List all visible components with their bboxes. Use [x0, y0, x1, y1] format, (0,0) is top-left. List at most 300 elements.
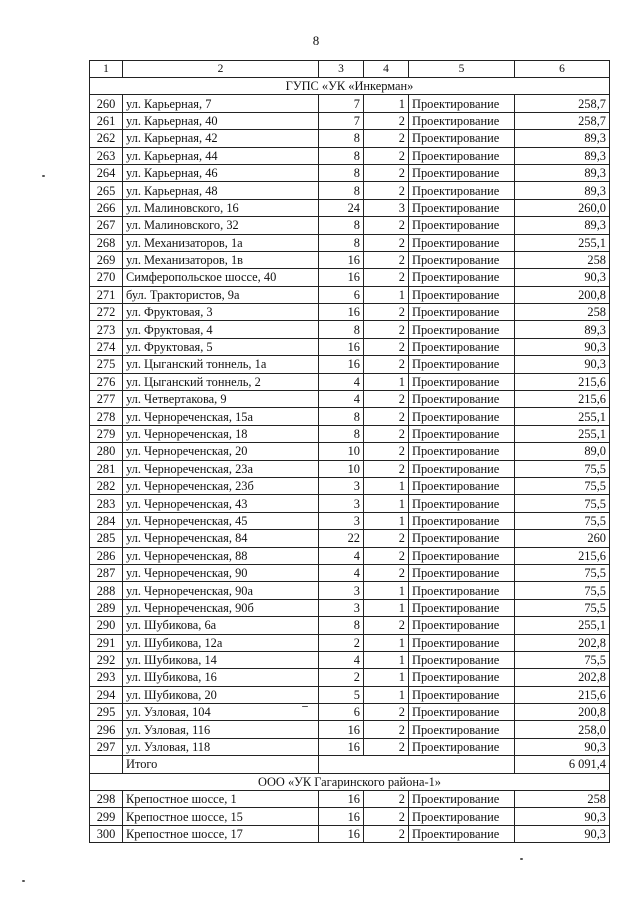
column-3-value-cell: 4 — [319, 651, 364, 668]
column-4-value-cell: 2 — [364, 147, 409, 164]
column-4-value-cell: 2 — [364, 112, 409, 129]
column-3-value-cell: 7 — [319, 95, 364, 112]
work-type-cell: Проектирование — [409, 164, 515, 181]
column-3-value-cell: 16 — [319, 721, 364, 738]
row-number-cell: 273 — [90, 321, 123, 338]
row-number-cell: 269 — [90, 251, 123, 268]
column-header-6: 6 — [515, 61, 610, 78]
amount-cell: 260,0 — [515, 199, 610, 216]
table-row — [90, 564, 610, 581]
column-4-value-cell: 1 — [364, 582, 409, 599]
work-type-cell: Проектирование — [409, 408, 515, 425]
table-row — [90, 217, 610, 234]
amount-cell: 202,8 — [515, 669, 610, 686]
column-4-value-cell: 2 — [364, 304, 409, 321]
address-cell: ул. Чернореченская, 15а — [123, 408, 319, 425]
column-3-value-cell: 6 — [319, 286, 364, 303]
work-type-cell: Проектирование — [409, 582, 515, 599]
column-4-value-cell: 2 — [364, 738, 409, 755]
column-3-value-cell: 16 — [319, 825, 364, 842]
row-number-cell: 277 — [90, 391, 123, 408]
table-row — [90, 617, 610, 634]
work-type-cell: Проектирование — [409, 547, 515, 564]
address-cell: ул. Узловая, 104 — [123, 704, 319, 721]
address-cell: ул. Чернореченская, 45 — [123, 512, 319, 529]
column-header-row — [90, 61, 610, 78]
empty-cell — [90, 756, 123, 773]
work-type-cell: Проектирование — [409, 251, 515, 268]
row-number-cell: 274 — [90, 338, 123, 355]
amount-cell: 215,6 — [515, 373, 610, 390]
table-row — [90, 686, 610, 703]
table-row — [90, 269, 610, 286]
section-title: ГУПС «УК «Инкерман» — [90, 78, 610, 95]
row-number-cell: 287 — [90, 564, 123, 581]
row-number-cell: 272 — [90, 304, 123, 321]
address-cell: ул. Чернореченская, 90б — [123, 599, 319, 616]
table-row — [90, 721, 610, 738]
amount-cell: 258,7 — [515, 112, 610, 129]
column-3-value-cell: 10 — [319, 443, 364, 460]
column-3-value-cell: 22 — [319, 530, 364, 547]
table-row — [90, 199, 610, 216]
column-3-value-cell: 5 — [319, 686, 364, 703]
column-4-value-cell: 2 — [364, 547, 409, 564]
row-number-cell: 279 — [90, 425, 123, 442]
column-4-value-cell: 1 — [364, 477, 409, 494]
column-4-value-cell: 1 — [364, 495, 409, 512]
address-cell: ул. Шубикова, 16 — [123, 669, 319, 686]
column-3-value-cell: 8 — [319, 234, 364, 251]
amount-cell: 90,3 — [515, 825, 610, 842]
row-number-cell: 286 — [90, 547, 123, 564]
table-row — [90, 130, 610, 147]
column-4-value-cell: 1 — [364, 512, 409, 529]
column-4-value-cell: 2 — [364, 808, 409, 825]
work-type-cell: Проектирование — [409, 391, 515, 408]
address-cell: ул. Чернореченская, 20 — [123, 443, 319, 460]
work-type-cell: Проектирование — [409, 234, 515, 251]
table-row — [90, 530, 610, 547]
address-cell: ул. Механизаторов, 1а — [123, 234, 319, 251]
column-4-value-cell: 2 — [364, 825, 409, 842]
column-4-value-cell: 1 — [364, 686, 409, 703]
row-number-cell: 265 — [90, 182, 123, 199]
table-row — [90, 512, 610, 529]
column-4-value-cell: 2 — [364, 460, 409, 477]
column-4-value-cell: 2 — [364, 564, 409, 581]
amount-cell: 89,0 — [515, 443, 610, 460]
empty-cell — [319, 756, 515, 773]
address-cell: ул. Четвертакова, 9 — [123, 391, 319, 408]
row-number-cell: 295 — [90, 704, 123, 721]
row-number-cell: 282 — [90, 477, 123, 494]
work-type-cell: Проектирование — [409, 825, 515, 842]
address-cell: ул. Малиновского, 32 — [123, 217, 319, 234]
address-cell: Крепостное шоссе, 17 — [123, 825, 319, 842]
column-4-value-cell: 2 — [364, 721, 409, 738]
amount-cell: 215,6 — [515, 391, 610, 408]
row-number-cell: 275 — [90, 356, 123, 373]
address-cell: ул. Шубикова, 14 — [123, 651, 319, 668]
column-4-value-cell: 1 — [364, 95, 409, 112]
address-cell: бул. Трактористов, 9а — [123, 286, 319, 303]
address-cell: ул. Механизаторов, 1в — [123, 251, 319, 268]
row-number-cell: 291 — [90, 634, 123, 651]
table-row — [90, 391, 610, 408]
table-row — [90, 477, 610, 494]
row-number-cell: 268 — [90, 234, 123, 251]
amount-cell: 255,1 — [515, 617, 610, 634]
column-3-value-cell: 24 — [319, 199, 364, 216]
column-3-value-cell: 4 — [319, 564, 364, 581]
column-3-value-cell: 4 — [319, 391, 364, 408]
work-type-cell: Проектирование — [409, 130, 515, 147]
work-type-cell: Проектирование — [409, 704, 515, 721]
column-3-value-cell: 2 — [319, 669, 364, 686]
table-row — [90, 738, 610, 755]
row-number-cell: 262 — [90, 130, 123, 147]
table-row — [90, 338, 610, 355]
table-row — [90, 669, 610, 686]
row-number-cell: 297 — [90, 738, 123, 755]
work-type-cell: Проектирование — [409, 599, 515, 616]
work-type-cell: Проектирование — [409, 530, 515, 547]
column-4-value-cell: 2 — [364, 356, 409, 373]
work-type-cell: Проектирование — [409, 495, 515, 512]
total-label: Итого — [123, 756, 319, 773]
column-header-2: 2 — [123, 61, 319, 78]
column-4-value-cell: 2 — [364, 791, 409, 808]
row-number-cell: 299 — [90, 808, 123, 825]
row-number-cell: 298 — [90, 791, 123, 808]
work-type-cell: Проектирование — [409, 443, 515, 460]
work-type-cell: Проектирование — [409, 373, 515, 390]
table-body — [90, 61, 610, 843]
table-row — [90, 460, 610, 477]
table-row — [90, 234, 610, 251]
work-type-cell: Проектирование — [409, 460, 515, 477]
amount-cell: 75,5 — [515, 477, 610, 494]
address-cell: ул. Шубикова, 20 — [123, 686, 319, 703]
table-row — [90, 373, 610, 390]
row-number-cell: 281 — [90, 460, 123, 477]
address-cell: ул. Карьерная, 40 — [123, 112, 319, 129]
amount-cell: 89,3 — [515, 147, 610, 164]
table-row — [90, 791, 610, 808]
column-3-value-cell: 3 — [319, 512, 364, 529]
row-number-cell: 276 — [90, 373, 123, 390]
address-cell: ул. Чернореченская, 90 — [123, 564, 319, 581]
table-row — [90, 147, 610, 164]
table-row — [90, 599, 610, 616]
table-row — [90, 495, 610, 512]
column-3-value-cell: 16 — [319, 269, 364, 286]
row-number-cell: 296 — [90, 721, 123, 738]
work-type-cell: Проектирование — [409, 182, 515, 199]
amount-cell: 200,8 — [515, 704, 610, 721]
address-cell: ул. Чернореченская, 43 — [123, 495, 319, 512]
column-4-value-cell: 1 — [364, 373, 409, 390]
work-type-cell: Проектирование — [409, 338, 515, 355]
work-type-cell: Проектирование — [409, 269, 515, 286]
table-row — [90, 704, 610, 721]
work-type-cell: Проектирование — [409, 564, 515, 581]
address-cell: ул. Чернореченская, 90а — [123, 582, 319, 599]
amount-cell: 75,5 — [515, 460, 610, 477]
work-type-cell: Проектирование — [409, 617, 515, 634]
column-4-value-cell: 2 — [364, 338, 409, 355]
table-row — [90, 808, 610, 825]
amount-cell: 90,3 — [515, 738, 610, 755]
work-type-cell: Проектирование — [409, 356, 515, 373]
row-number-cell: 283 — [90, 495, 123, 512]
column-4-value-cell: 2 — [364, 530, 409, 547]
row-number-cell: 264 — [90, 164, 123, 181]
column-3-value-cell: 3 — [319, 599, 364, 616]
amount-cell: 215,6 — [515, 686, 610, 703]
amount-cell: 255,1 — [515, 234, 610, 251]
address-cell: ул. Карьерная, 44 — [123, 147, 319, 164]
column-4-value-cell: 2 — [364, 164, 409, 181]
work-type-cell: Проектирование — [409, 147, 515, 164]
column-3-value-cell: 2 — [319, 634, 364, 651]
work-type-cell: Проектирование — [409, 651, 515, 668]
row-number-cell: 266 — [90, 199, 123, 216]
address-cell: ул. Чернореченская, 23а — [123, 460, 319, 477]
column-4-value-cell: 1 — [364, 651, 409, 668]
row-number-cell: 284 — [90, 512, 123, 529]
amount-cell: 258,7 — [515, 95, 610, 112]
column-4-value-cell: 2 — [364, 321, 409, 338]
table-row — [90, 547, 610, 564]
row-number-cell: 294 — [90, 686, 123, 703]
row-number-cell: 260 — [90, 95, 123, 112]
table-row — [90, 286, 610, 303]
column-3-value-cell: 3 — [319, 495, 364, 512]
address-cell: ул. Шубикова, 6а — [123, 617, 319, 634]
column-4-value-cell: 2 — [364, 617, 409, 634]
table-row — [90, 408, 610, 425]
column-3-value-cell: 3 — [319, 477, 364, 494]
column-4-value-cell: 2 — [364, 182, 409, 199]
column-4-value-cell: 3 — [364, 199, 409, 216]
column-3-value-cell: 4 — [319, 373, 364, 390]
amount-cell: 90,3 — [515, 356, 610, 373]
column-4-value-cell: 2 — [364, 704, 409, 721]
total-row — [90, 756, 610, 773]
column-4-value-cell: 2 — [364, 234, 409, 251]
amount-cell: 75,5 — [515, 651, 610, 668]
work-type-cell: Проектирование — [409, 808, 515, 825]
column-4-value-cell: 2 — [364, 425, 409, 442]
table-row — [90, 356, 610, 373]
amount-cell: 260 — [515, 530, 610, 547]
row-number-cell: 261 — [90, 112, 123, 129]
column-3-value-cell: 16 — [319, 738, 364, 755]
address-cell: ул. Карьерная, 42 — [123, 130, 319, 147]
column-4-value-cell: 1 — [364, 286, 409, 303]
row-number-cell: 293 — [90, 669, 123, 686]
column-header-4: 4 — [364, 61, 409, 78]
work-type-cell: Проектирование — [409, 425, 515, 442]
work-type-cell: Проектирование — [409, 321, 515, 338]
row-number-cell: 285 — [90, 530, 123, 547]
column-3-value-cell: 8 — [319, 164, 364, 181]
column-3-value-cell: 16 — [319, 356, 364, 373]
column-4-value-cell: 1 — [364, 669, 409, 686]
column-3-value-cell: 6 — [319, 704, 364, 721]
amount-cell: 258 — [515, 791, 610, 808]
amount-cell: 258 — [515, 251, 610, 268]
section-header-row — [90, 78, 610, 95]
amount-cell: 89,3 — [515, 182, 610, 199]
amount-cell: 90,3 — [515, 269, 610, 286]
work-type-cell: Проектирование — [409, 199, 515, 216]
table-row — [90, 634, 610, 651]
address-cell: ул. Фруктовая, 4 — [123, 321, 319, 338]
column-4-value-cell: 2 — [364, 251, 409, 268]
address-cell: ул. Фруктовая, 5 — [123, 338, 319, 355]
column-3-value-cell: 16 — [319, 304, 364, 321]
row-number-cell: 270 — [90, 269, 123, 286]
column-header-1: 1 — [90, 61, 123, 78]
amount-cell: 255,1 — [515, 425, 610, 442]
section-title: ООО «УК Гагаринского района-1» — [90, 773, 610, 790]
scan-speck — [22, 880, 25, 882]
address-cell: Симферопольское шоссе, 40 — [123, 269, 319, 286]
work-type-cell: Проектирование — [409, 721, 515, 738]
address-cell: ул. Узловая, 116 — [123, 721, 319, 738]
address-cell: ул. Карьерная, 48 — [123, 182, 319, 199]
column-4-value-cell: 1 — [364, 634, 409, 651]
work-type-cell: Проектирование — [409, 669, 515, 686]
column-3-value-cell: 8 — [319, 321, 364, 338]
work-type-cell: Проектирование — [409, 791, 515, 808]
amount-cell: 258 — [515, 304, 610, 321]
address-cell: ул. Фруктовая, 3 — [123, 304, 319, 321]
table-row — [90, 251, 610, 268]
address-cell: Крепостное шоссе, 1 — [123, 791, 319, 808]
column-3-value-cell: 3 — [319, 582, 364, 599]
column-3-value-cell: 16 — [319, 338, 364, 355]
column-3-value-cell: 10 — [319, 460, 364, 477]
amount-cell: 90,3 — [515, 808, 610, 825]
amount-cell: 89,3 — [515, 164, 610, 181]
data-table — [89, 60, 610, 843]
section-header-row — [90, 773, 610, 790]
amount-cell: 215,6 — [515, 547, 610, 564]
amount-cell: 90,3 — [515, 338, 610, 355]
column-3-value-cell: 16 — [319, 791, 364, 808]
work-type-cell: Проектирование — [409, 217, 515, 234]
address-cell: ул. Узловая, 118 — [123, 738, 319, 755]
row-number-cell: 278 — [90, 408, 123, 425]
row-number-cell: 292 — [90, 651, 123, 668]
column-4-value-cell: 2 — [364, 269, 409, 286]
address-cell: ул. Карьерная, 46 — [123, 164, 319, 181]
table-row — [90, 321, 610, 338]
amount-cell: 75,5 — [515, 582, 610, 599]
column-3-value-cell: 8 — [319, 217, 364, 234]
column-4-value-cell: 2 — [364, 391, 409, 408]
address-cell: ул. Малиновского, 16 — [123, 199, 319, 216]
row-number-cell: 288 — [90, 582, 123, 599]
amount-cell: 258,0 — [515, 721, 610, 738]
column-3-value-cell: 8 — [319, 182, 364, 199]
work-type-cell: Проектирование — [409, 686, 515, 703]
table-row — [90, 443, 610, 460]
amount-cell: 75,5 — [515, 564, 610, 581]
amount-cell: 89,3 — [515, 217, 610, 234]
column-4-value-cell: 2 — [364, 130, 409, 147]
address-cell: ул. Цыганский тоннель, 1а — [123, 356, 319, 373]
scan-speck — [302, 706, 308, 707]
amount-cell: 89,3 — [515, 321, 610, 338]
table-row — [90, 164, 610, 181]
work-type-cell: Проектирование — [409, 286, 515, 303]
address-cell: ул. Карьерная, 7 — [123, 95, 319, 112]
work-type-cell: Проектирование — [409, 512, 515, 529]
column-3-value-cell: 4 — [319, 547, 364, 564]
address-cell: ул. Чернореченская, 88 — [123, 547, 319, 564]
row-number-cell: 267 — [90, 217, 123, 234]
table-row — [90, 425, 610, 442]
work-type-cell: Проектирование — [409, 738, 515, 755]
address-cell: ул. Чернореченская, 18 — [123, 425, 319, 442]
work-type-cell: Проектирование — [409, 95, 515, 112]
column-3-value-cell: 16 — [319, 251, 364, 268]
table-row — [90, 582, 610, 599]
amount-cell: 255,1 — [515, 408, 610, 425]
column-3-value-cell: 8 — [319, 147, 364, 164]
work-type-cell: Проектирование — [409, 112, 515, 129]
address-cell: ул. Чернореченская, 23б — [123, 477, 319, 494]
row-number-cell: 271 — [90, 286, 123, 303]
address-cell: Крепостное шоссе, 15 — [123, 808, 319, 825]
total-value: 6 091,4 — [515, 756, 610, 773]
column-4-value-cell: 1 — [364, 599, 409, 616]
column-4-value-cell: 2 — [364, 217, 409, 234]
row-number-cell: 263 — [90, 147, 123, 164]
column-3-value-cell: 8 — [319, 617, 364, 634]
column-3-value-cell: 16 — [319, 808, 364, 825]
column-3-value-cell: 8 — [319, 130, 364, 147]
column-3-value-cell: 7 — [319, 112, 364, 129]
amount-cell: 75,5 — [515, 495, 610, 512]
row-number-cell: 280 — [90, 443, 123, 460]
table-row — [90, 304, 610, 321]
table-row — [90, 95, 610, 112]
work-type-cell: Проектирование — [409, 304, 515, 321]
row-number-cell: 300 — [90, 825, 123, 842]
column-3-value-cell: 8 — [319, 408, 364, 425]
address-cell: ул. Шубикова, 12а — [123, 634, 319, 651]
table-row — [90, 182, 610, 199]
address-cell: ул. Чернореченская, 84 — [123, 530, 319, 547]
page-number: 8 — [312, 33, 320, 48]
table-row — [90, 825, 610, 842]
row-number-cell: 290 — [90, 617, 123, 634]
scan-speck — [42, 175, 45, 177]
amount-cell: 200,8 — [515, 286, 610, 303]
amount-cell: 75,5 — [515, 599, 610, 616]
amount-cell: 202,8 — [515, 634, 610, 651]
column-4-value-cell: 2 — [364, 443, 409, 460]
table-row — [90, 112, 610, 129]
amount-cell: 89,3 — [515, 130, 610, 147]
column-4-value-cell: 2 — [364, 408, 409, 425]
